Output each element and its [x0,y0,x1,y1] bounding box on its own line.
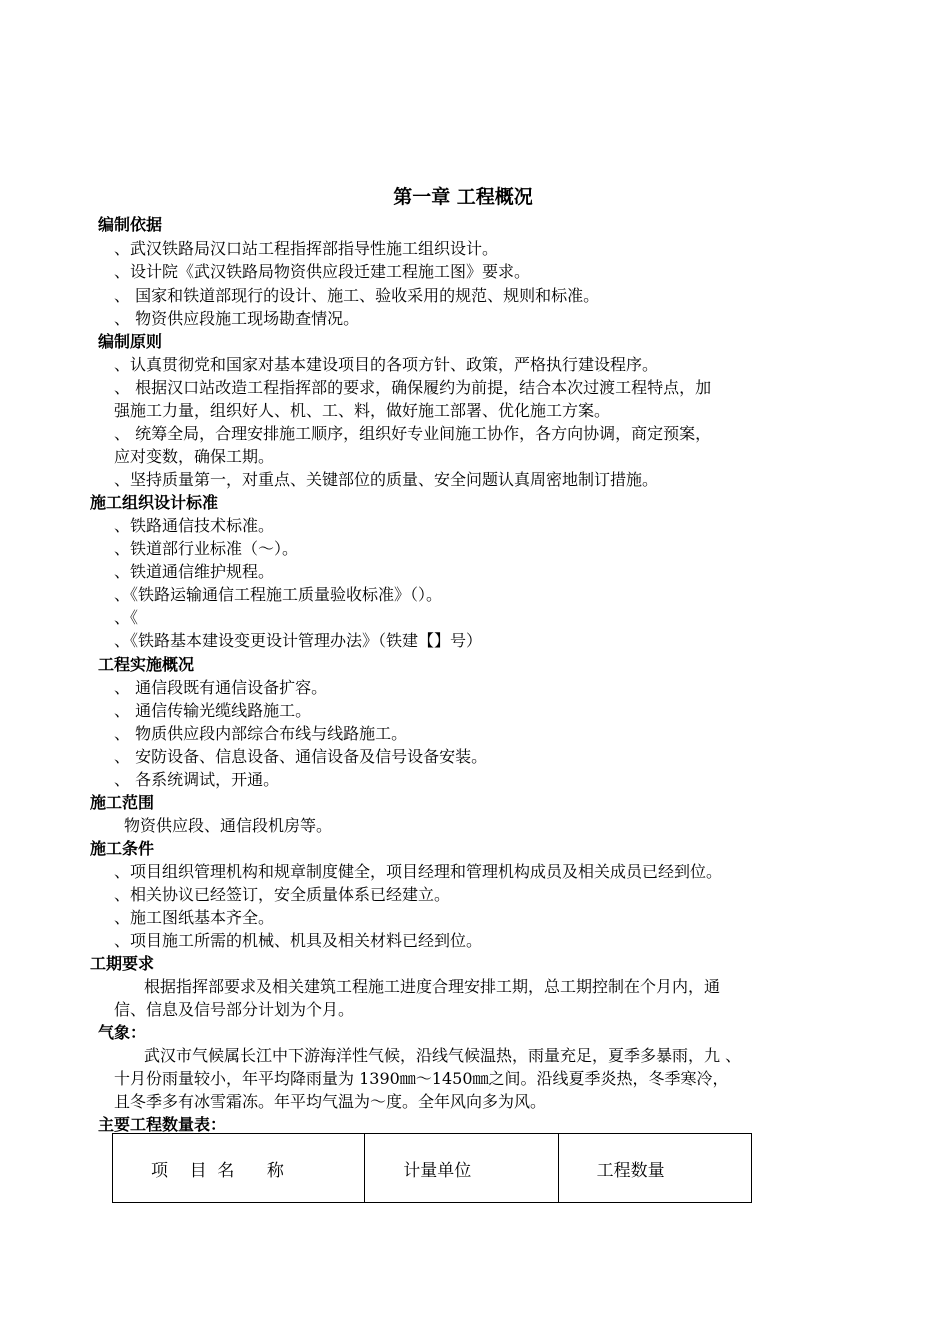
principles-item: 、认真贯彻党和国家对基本建设项目的各项方针、政策，严格执行建设程序。 [114,355,659,374]
basis-item: 、武汉铁路局汉口站工程指挥部指导性施工组织设计。 [114,239,499,258]
schedule-item: 信、信息及信号部分计划为个月。 [114,1000,355,1019]
standards-item: 、《铁路运输通信工程施工质量验收标准》（）。 [114,585,443,604]
basis-item: 、 物资供应段施工现场勘查情况。 [114,309,360,328]
basis-item: 、设计院《武汉铁路局物资供应段迁建工程施工图》要求。 [114,262,531,281]
table-row [113,1134,752,1203]
quantity-table [112,1133,752,1203]
table-header-item-name: 项 目 名 称 [113,1134,365,1203]
section-heading-quantity: 主要工程数量表： [98,1115,227,1134]
section-heading-weather: 气象： [98,1023,147,1042]
section-heading-principles: 编制原则 [98,332,163,351]
overview-item: 、 通信段既有通信设备扩容。 [114,678,328,697]
standards-item: 、铁道部行业标准（～）。 [114,539,299,558]
chapter-title: 第一章 工程概况 [393,186,533,208]
principles-item: 、 统筹全局，合理安排施工顺序，组织好专业间施工协作，各方向协调，商定预案， [114,424,712,443]
conditions-item: 、项目组织管理机构和规章制度健全，项目经理和管理机构成员及相关成员已经到位。 [114,862,723,881]
standards-item: 、《 [114,608,139,627]
conditions-item: 、相关协议已经签订，安全质量体系已经建立。 [114,885,451,904]
weather-item: 武汉市气候属长江中下游海洋性气候，沿线气候温热，雨量充足，夏季多暴雨，九 、 [144,1046,742,1065]
principles-item: 强施工力量，组织好人、机、工、料，做好施工部署、优化施工方案。 [114,401,611,420]
principles-item: 、坚持质量第一，对重点、关键部位的质量、安全问题认真周密地制订措施。 [114,470,659,489]
overview-item: 、 安防设备、信息设备、通信设备及信号设备安装。 [114,747,488,766]
conditions-item: 、项目施工所需的机械、机具及相关材料已经到位。 [114,931,483,950]
section-heading-overview: 工程实施概况 [98,655,195,674]
section-heading-schedule: 工期要求 [90,954,155,973]
standards-item: 、铁路通信技术标准。 [114,516,275,535]
schedule-item: 根据指挥部要求及相关建筑工程施工进度合理安排工期，总工期控制在个月内，通 [144,977,721,996]
overview-item: 、 通信传输光缆线路施工。 [114,701,312,720]
scope-item: 物资供应段、通信段机房等。 [124,816,333,835]
principles-item: 应对变数，确保工期。 [114,447,275,466]
section-heading-standards: 施工组织设计标准 [90,493,219,512]
section-heading-basis: 编制依据 [98,215,163,234]
standards-item: 、《铁路基本建设变更设计管理办法》（铁建【】号） [114,631,483,650]
table-header-unit: 计量单位 [365,1134,558,1203]
weather-item: 且冬季多有冰雪霜冻。年平均气温为～度。全年风向多为风。 [114,1092,547,1111]
overview-item: 、 各系统调试，开通。 [114,770,280,789]
principles-item: 、 根据汉口站改造工程指挥部的要求，确保履约为前提，结合本次过渡工程特点，加 [114,378,712,397]
table-header-quantity: 工程数量 [558,1134,751,1203]
conditions-item: 、施工图纸基本齐全。 [114,908,275,927]
overview-item: 、 物质供应段内部综合布线与线路施工。 [114,724,408,743]
weather-item: 十月份雨量较小，年平均降雨量为 1390㎜～1450㎜之间。沿线夏季炎热，冬季寒冷， [114,1069,729,1088]
section-heading-conditions: 施工条件 [90,839,155,858]
section-heading-scope: 施工范围 [90,793,155,812]
basis-item: 、 国家和铁道部现行的设计、施工、验收采用的规范、规则和标准。 [114,286,600,305]
standards-item: 、铁道通信维护规程。 [114,562,275,581]
